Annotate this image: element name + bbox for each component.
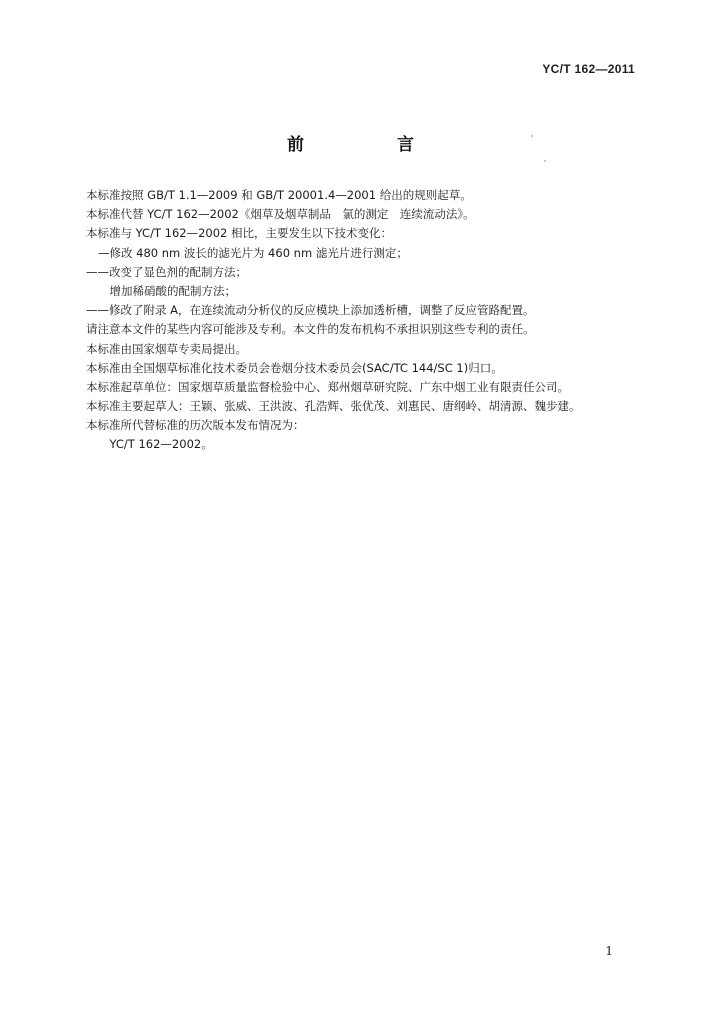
paragraph-line: 本标准按照 GB/T 1.1—2009 和 GB/T 20001.4—2001 给出的规则起草。 (86, 188, 472, 202)
paragraph-line: 本标准由国家烟草专卖局提出。 (86, 341, 247, 356)
change-list-item: ——改变了显色剂的配制方法； (86, 264, 247, 279)
history-list-item: YC/T 162—2002。 (98, 437, 213, 452)
scan-speck (544, 160, 546, 162)
foreword-body (86, 186, 646, 455)
paragraph-line: 本标准起草单位：国家烟草质量监督检验中心、郑州烟草研究院、广东中烟工业有限责任公司。 (86, 379, 569, 394)
paragraph-line: 本标准所代替标准的历次版本发布情况为： (86, 418, 305, 433)
change-list-item: ——修改了附录 A，在连续流动分析仪的反应模块上添加透析槽，调整了反应管路配置。 (86, 303, 535, 318)
change-list-item: —修改 480 nm 波长的滤光片为 460 nm 滤光片进行测定； (98, 245, 408, 260)
standard-code-header: YC/T 162—2011 (542, 62, 635, 76)
paragraph-line: 本标准由全国烟草标准化技术委员会卷烟分技术委员会(SAC/TC 144/SC 1)归口。 (86, 360, 503, 375)
paragraph-line: 本标准代替 YC/T 162—2002《烟草及烟草制品 氯的测定 连续流动法》。 (86, 207, 475, 222)
scan-speck (531, 135, 533, 137)
paragraph-line: 本标准与 YC/T 162—2002 相比，主要发生以下技术变化： (86, 226, 393, 241)
change-list-item: 增加稀硝酸的配制方法； (98, 283, 236, 298)
paragraph-line: 本标准主要起草人：王颖、张威、王洪波、孔浩辉、张优茂、刘惠民、唐纲岭、胡清源、魏步建。 (86, 399, 581, 414)
page-number: 1 (605, 944, 613, 958)
page-title: 前 言 (287, 135, 452, 155)
paragraph-line: 请注意本文件的某些内容可能涉及专利。本文件的发布机构不承担识别这些专利的责任。 (86, 322, 535, 337)
